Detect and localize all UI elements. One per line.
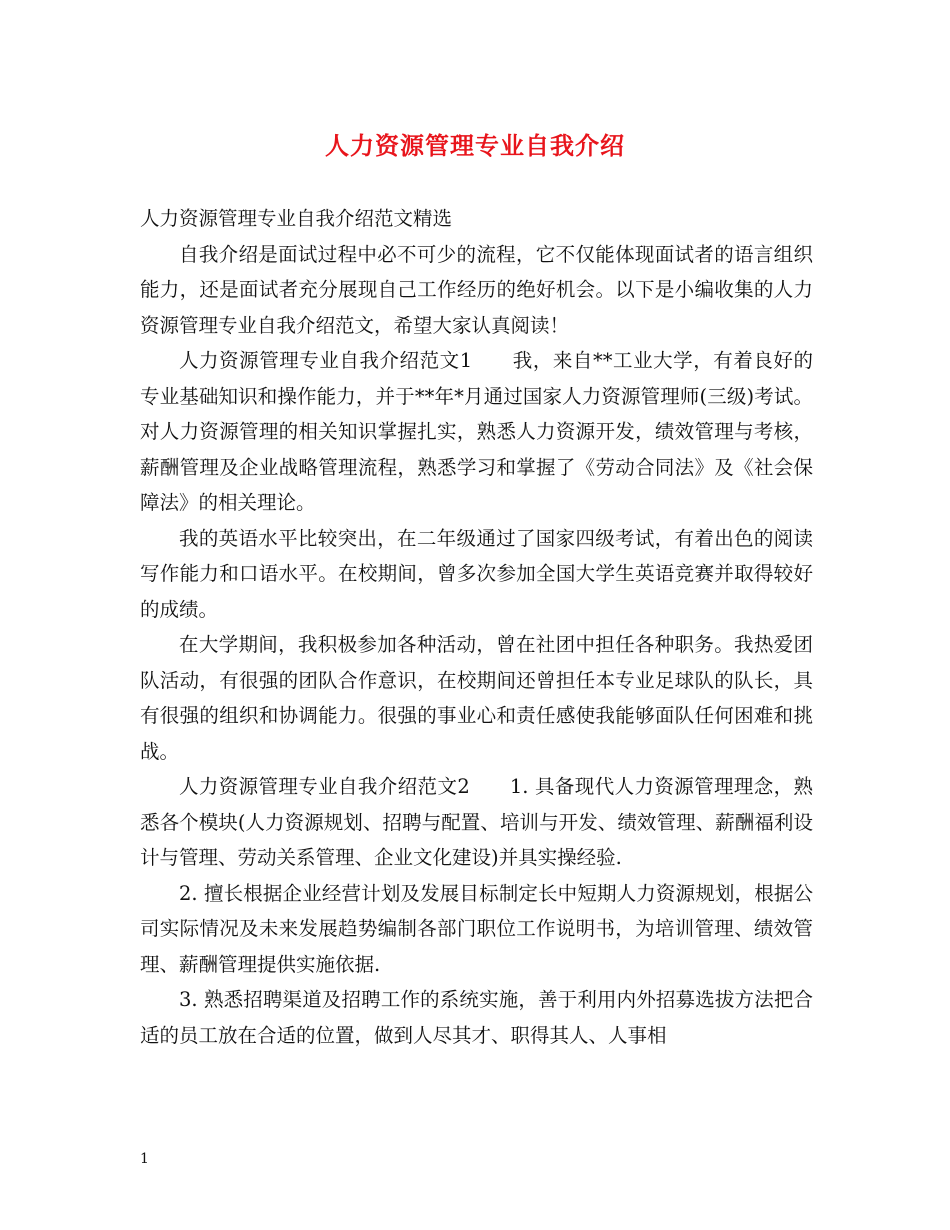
paragraph-item-2: 2. 擅长根据企业经营计划及发展目标制定长中短期人力资源规划，根据公司实际情况及未来发展趋势编制各部门职位工作说明书，为培训管理、绩效管理、薪酬管理提供实施依据. — [140, 881, 813, 976]
paragraph-english: 我的英语水平比较突出，在二年级通过了国家四级考试，有着出色的阅读写作能力和口语水平。在校期间，曾多次参加全国大学生英语竞赛并取得较好的成绩。 — [140, 526, 813, 621]
paragraph-sample-2: 人力资源管理专业自我介绍范文2 1. 具备现代人力资源管理理念，熟悉各个模块(人力资源规划、招聘与配置、培训与开发、绩效管理、薪酬福利设计与管理、劳动关系管理、企业文化建设)并具实操经验. — [140, 775, 813, 869]
paragraph-sample-1: 人力资源管理专业自我介绍范文1 我，来自**工业大学，有着良好的专业基础知识和操作能力，并于**年*月通过国家人力资源管理师(三级)考试。对人力资源管理的相关知识掌握扎实，熟悉人力资源开发，绩效管理与考核，薪酬管理及企业战略管理流程，熟悉学习和掌握了《劳动合同法》及《社会保障法》的相关理论。 — [140, 349, 813, 514]
document-title: 人力资源管理专业自我介绍 — [325, 131, 625, 160]
paragraph-intro: 自我介绍是面试过程中必不可少的流程，它不仅能体现面试者的语言组织能力，还是面试者充分展现自己工作经历的绝好机会。以下是小编收集的人力资源管理专业自我介绍范文，希望大家认真阅读！ — [140, 242, 813, 337]
paragraph-subtitle: 人力资源管理专业自我介绍范文精选 — [140, 207, 453, 230]
document-body — [140, 201, 813, 1053]
paragraph-activities: 在大学期间，我积极参加各种活动，曾在社团中担任各种职务。我热爱团队活动，有很强的团队合作意识，在校期间还曾担任本专业足球队的队长，具有很强的组织和协调能力。很强的事业心和责任感使我能够面队任何困难和挑战。 — [140, 633, 813, 763]
page-number: 1 — [140, 1151, 149, 1167]
paragraph-item-3: 3. 熟悉招聘渠道及招聘工作的系统实施，善于利用内外招募选拔方法把合适的员工放在合适的位置，做到人尽其才、职得其人、人事相 — [140, 988, 813, 1047]
